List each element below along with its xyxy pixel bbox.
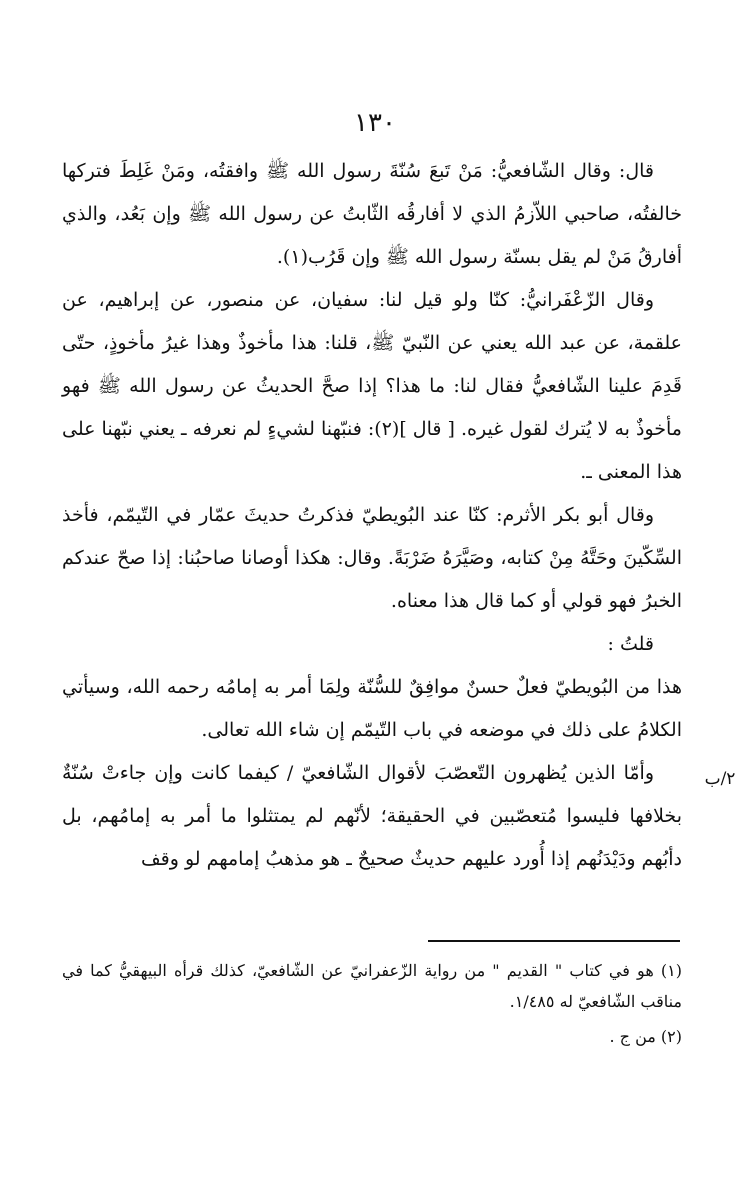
- paragraph-athram: وقال أبو بكر الأثرم: كنّا عند البُويطيّ فذكرتُ حديثَ عمّار في التّيمّم، فأخذ السِّكّينَ وحَتَّهُ مِنْ كتابه، وصَيَّرَهُ ضَرْبَةً. وقال: هكذا أوصانا صاحبُنا: إذا صحّ عندكم الخبرُ فهو قولي أو كما قال هذا معناه.: [62, 504, 682, 612]
- paragraph-zafarani: وقال الزّعْفَرانيُّ: كنّا ولو قيل لنا: سفيان، عن منصور، عن إبراهيم، عن علقمة، عن عبد الله يعني عن النّبيّ ﷺ، قلنا: هذا مأخوذٌ وهذا غيرُ مأخوذٍ، حتّى قَدِمَ علينا الشّافعيُّ فقال لنا: ما هذا؟ إذا صحَّ الحديثُ عن رسول الله ﷺ فهو مأخوذٌ به لا يُترك لقول غيره. [ قال ](٢): فنبّهنا لشيءٍ لم نعرفه ـ يعني نبّهنا على هذا المعنى ـ.: [62, 289, 682, 483]
- paragraph-shafii-quote: قال: وقال الشّافعيُّ: مَنْ تَبعَ سُنّةَ رسول الله ﷺ وافقتُه، ومَنْ غَلِطَ فتركها خالفتُه، صاحبي اللاّزمُ الذي لا أفارقُه الثّابتُ عن رسول الله ﷺ وإن بَعُد، والذي أفارقُ مَنْ لم يقل بسنّة رسول الله ﷺ وإن قَرُب(١).: [62, 160, 682, 268]
- footnote-1: (١) هو في كتاب " القديم " من رواية الزّعفرانيّ عن الشّافعيّ، كذلك قرأه البيهقيُّ كما في مناقب الشّافعيّ له ١/٤٨٥.: [62, 961, 682, 1011]
- paragraph-qultu: قلتُ :: [607, 633, 654, 655]
- footnotes: [62, 955, 682, 1056]
- page-number: ١٣٠: [354, 108, 396, 138]
- folio-margin-note: ٢/ب: [704, 769, 736, 789]
- paragraph-buwayti-comment: هذا من البُويطيّ فعلٌ حسنٌ موافِقٌ للسُّنّة ولِمَا أمر به إمامُه رحمه الله، وسيأتي الكلامُ على ذلك في موضعه في باب التّيمّم إن شاء الله تعالى.: [62, 676, 682, 741]
- footnote-2: (٢) من ج .: [609, 1027, 682, 1046]
- main-text: [62, 150, 682, 881]
- footnote-separator: [428, 940, 680, 942]
- paragraph-taassub: وأمّا الذين يُظهرون التّعصّبَ لأقوال الشّافعيّ / كيفما كانت وإن جاءتْ سُنّةٌ بخلافها فليسوا مُتعصّبين في الحقيقة؛ لأنّهم لم يمتثلوا ما أمر به إمامُهم، بل دأبُهم ودَيْدَنُهم إذا أُورد عليهم حديثٌ صحيحٌ ـ هو مذهبُ إمامهم لو وقف: [62, 762, 682, 870]
